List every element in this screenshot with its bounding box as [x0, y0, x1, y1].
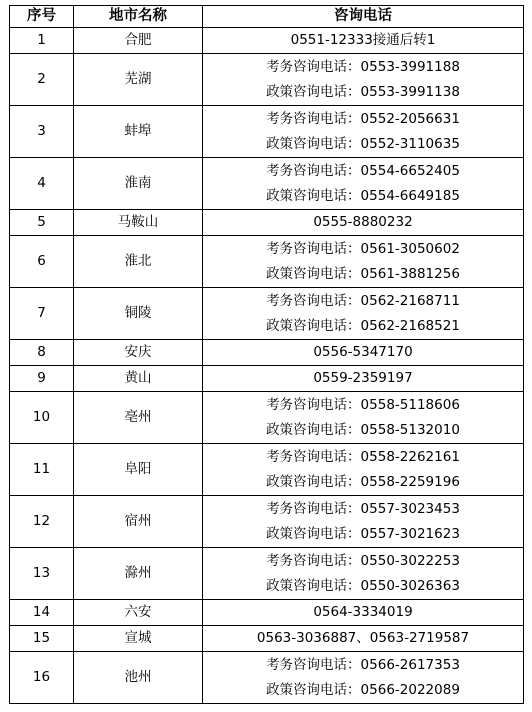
row-phone-cell [203, 210, 524, 236]
row-city: 淮南 [74, 158, 203, 210]
row-index: 11 [10, 444, 74, 496]
phone-line: 考务咨询电话：0552-2056631 [266, 110, 460, 127]
row-index: 3 [10, 106, 74, 158]
row-index: 10 [10, 392, 74, 444]
row-phone-cell [203, 392, 524, 444]
row-phone-cell [203, 340, 524, 366]
phone-line: 考务咨询电话：0561-3050602 [266, 240, 460, 257]
phone-line: 政策咨询电话：0558-5132010 [266, 421, 460, 438]
row-city: 铜陵 [74, 288, 203, 340]
row-city: 马鞍山 [74, 210, 203, 236]
phone-line: 政策咨询电话：0554-6649185 [266, 187, 460, 204]
contact-table [9, 5, 524, 704]
row-index: 4 [10, 158, 74, 210]
table-row [10, 548, 524, 600]
phone-line: 政策咨询电话：0558-2259196 [266, 473, 460, 490]
phone-line: 政策咨询电话：0552-3110635 [266, 135, 460, 152]
phone-line: 考务咨询电话：0566-2617353 [266, 656, 460, 673]
row-phone-cell [203, 600, 524, 626]
phone-line: 政策咨询电话：0561-3881256 [266, 265, 460, 282]
row-index: 16 [10, 652, 74, 704]
table-row [10, 210, 524, 236]
phone-line: 0564-3334019 [313, 604, 413, 620]
row-city: 阜阳 [74, 444, 203, 496]
phone-line: 政策咨询电话：0550-3026363 [266, 577, 460, 594]
table-row [10, 340, 524, 366]
phone-line: 政策咨询电话：0557-3021623 [266, 525, 460, 542]
row-index: 9 [10, 366, 74, 392]
table-row [10, 288, 524, 340]
row-city: 黄山 [74, 366, 203, 392]
row-index: 14 [10, 600, 74, 626]
phone-line: 考务咨询电话：0558-5118606 [266, 396, 460, 413]
row-phone-cell [203, 106, 524, 158]
row-city: 六安 [74, 600, 203, 626]
row-city: 滁州 [74, 548, 203, 600]
row-index: 6 [10, 236, 74, 288]
row-index: 8 [10, 340, 74, 366]
row-phone-cell [203, 28, 524, 54]
row-index: 7 [10, 288, 74, 340]
phone-line: 0563-3036887、0563-2719587 [256, 630, 470, 646]
row-phone-cell [203, 496, 524, 548]
table-row [10, 158, 524, 210]
header-row [10, 6, 524, 28]
table-row [10, 496, 524, 548]
phone-line: 0556-5347170 [313, 344, 413, 360]
phone-line: 0559-2359197 [313, 370, 413, 386]
row-city: 宿州 [74, 496, 203, 548]
row-phone-cell [203, 444, 524, 496]
phone-line: 考务咨询电话：0554-6652405 [266, 162, 460, 179]
row-index: 13 [10, 548, 74, 600]
row-city: 亳州 [74, 392, 203, 444]
header-index: 序号 [10, 6, 74, 28]
table-row [10, 106, 524, 158]
table-body [10, 28, 524, 704]
row-city: 宣城 [74, 626, 203, 652]
row-phone-cell [203, 548, 524, 600]
phone-line: 0555-8880232 [313, 214, 413, 230]
table-row [10, 652, 524, 704]
row-city: 安庆 [74, 340, 203, 366]
row-city: 蚌埠 [74, 106, 203, 158]
table-row [10, 366, 524, 392]
row-phone-cell [203, 652, 524, 704]
row-city: 池州 [74, 652, 203, 704]
phone-line: 政策咨询电话：0566-2022089 [266, 681, 460, 698]
table-row [10, 28, 524, 54]
row-index: 15 [10, 626, 74, 652]
row-index: 5 [10, 210, 74, 236]
phone-line: 考务咨询电话：0562-2168711 [266, 292, 460, 309]
row-phone-cell [203, 54, 524, 106]
phone-line: 考务咨询电话：0558-2262161 [266, 448, 460, 465]
row-phone-cell [203, 236, 524, 288]
table-row [10, 626, 524, 652]
table-header [10, 6, 524, 28]
row-city: 芜湖 [74, 54, 203, 106]
phone-line: 政策咨询电话：0562-2168521 [266, 317, 460, 334]
phone-line: 考务咨询电话：0553-3991188 [266, 58, 460, 75]
table-row [10, 444, 524, 496]
row-phone-cell [203, 158, 524, 210]
row-phone-cell [203, 366, 524, 392]
phone-line: 政策咨询电话：0553-3991138 [266, 83, 460, 100]
table-row [10, 600, 524, 626]
header-phone: 咨询电话 [203, 6, 524, 28]
row-city: 淮北 [74, 236, 203, 288]
header-city: 地市名称 [74, 6, 203, 28]
phone-line: 考务咨询电话：0557-3023453 [266, 500, 460, 517]
row-index: 12 [10, 496, 74, 548]
row-phone-cell [203, 626, 524, 652]
table-row [10, 236, 524, 288]
table-row [10, 392, 524, 444]
row-city: 合肥 [74, 28, 203, 54]
phone-line: 0551-12333接通后转1 [290, 32, 436, 48]
phone-line: 考务咨询电话：0550-3022253 [266, 552, 460, 569]
table-row [10, 54, 524, 106]
row-phone-cell [203, 288, 524, 340]
row-index: 1 [10, 28, 74, 54]
row-index: 2 [10, 54, 74, 106]
